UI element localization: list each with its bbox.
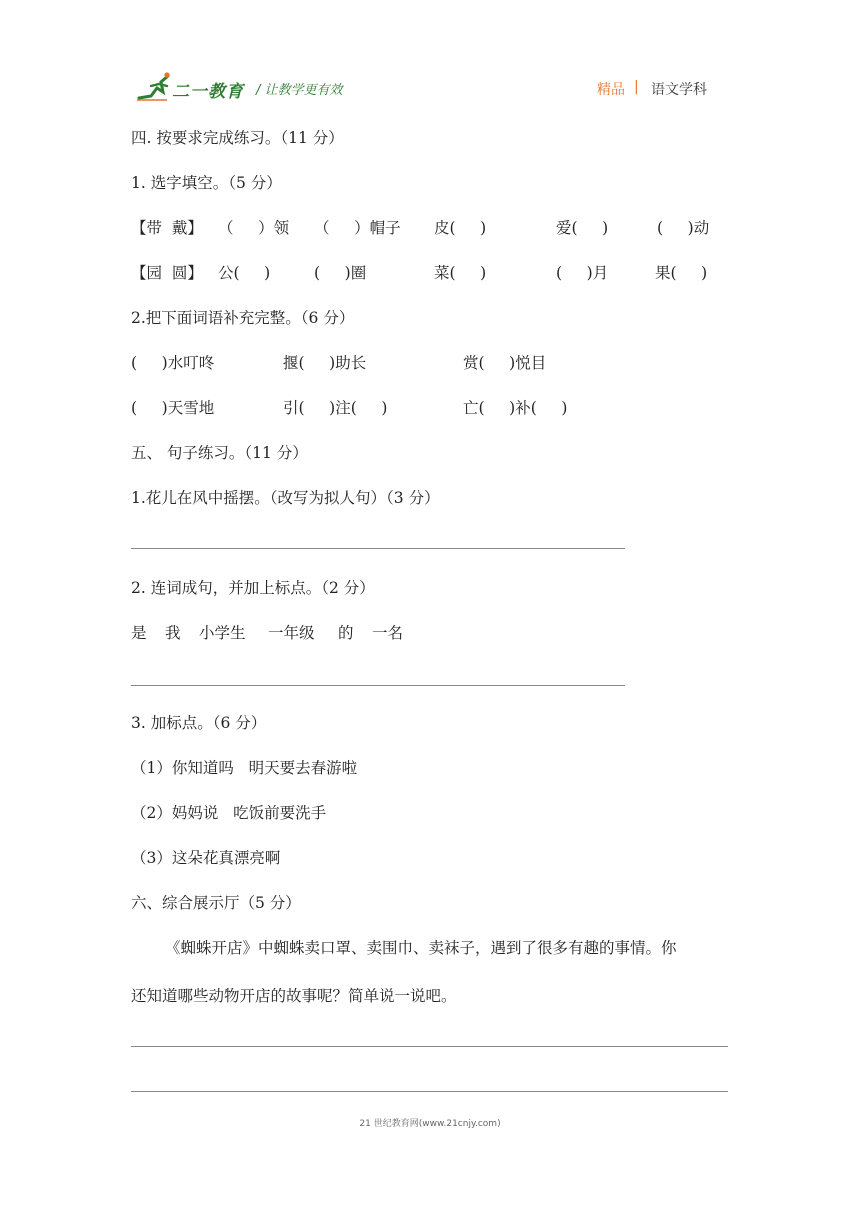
- idiom-blank: 揠( )助长: [283, 354, 367, 372]
- punctuation-item: （3）这朵花真漂亮啊: [131, 849, 281, 867]
- logo-slogan: / 让教学更有效: [256, 83, 343, 98]
- idiom-blank: 亡( )补( ): [463, 399, 568, 417]
- section-6-title: 六、综合展示厅（5 分）: [131, 894, 301, 912]
- section-6-paragraph-line-1: 《蜘蛛开店》中蜘蛛卖口罩、卖围巾、卖袜子，遇到了很多有趣的事情。你: [165, 939, 677, 957]
- answer-line[interactable]: [131, 1046, 728, 1047]
- idiom-blank: 赏( )悦目: [463, 354, 547, 372]
- word-card: 的: [338, 624, 354, 642]
- word-card: 我: [165, 624, 181, 642]
- header-separator: |: [634, 79, 639, 95]
- word-card: 一名: [372, 624, 404, 642]
- section-5-question-2: 2. 连词成句，并加上标点。（2 分）: [131, 579, 375, 597]
- question-2-title: 2.把下面词语补充完整。（6 分）: [131, 309, 355, 327]
- fill-blank: 果( ): [655, 264, 708, 282]
- fill-blank: （ ）帽子: [314, 219, 401, 237]
- section-5-question-1: 1.花儿在风中摇摆。（改写为拟人句）（3 分）: [131, 489, 440, 507]
- section-5-title: 五、 句子练习。（11 分）: [131, 444, 308, 462]
- fill-blank: ( )圈: [314, 264, 367, 282]
- word-card: 是: [131, 624, 147, 642]
- punctuation-item: （1）你知道吗 明天要去春游啦: [131, 759, 358, 777]
- idiom-blank: ( )水叮咚: [131, 354, 215, 372]
- fill-blank: （ ）领: [218, 219, 290, 237]
- char-pair-label: 【园 圆】: [131, 264, 203, 282]
- fill-blank: 爱( ): [556, 219, 609, 237]
- runner-logo-icon: [137, 72, 173, 102]
- answer-line[interactable]: [131, 1091, 728, 1092]
- answer-line[interactable]: [131, 685, 625, 686]
- section-6-paragraph-line-2: 还知道哪些动物开店的故事呢？简单说一说吧。: [131, 987, 457, 1005]
- punctuation-item: （2）妈妈说 吃饭前要洗手: [131, 804, 327, 822]
- fill-blank: ( )动: [657, 219, 710, 237]
- question-1-title: 1. 选字填空。（5 分）: [131, 174, 282, 192]
- section-4-title: 四. 按要求完成练习。（11 分）: [131, 129, 344, 147]
- logo-name: 二一教育: [172, 82, 244, 102]
- fill-blank: 皮( ): [434, 219, 487, 237]
- tag-jingpin: 精品: [597, 82, 625, 98]
- idiom-blank: ( )天雪地: [131, 399, 215, 417]
- char-pair-label: 【带 戴】: [131, 219, 203, 237]
- word-card: 一年级: [268, 624, 315, 642]
- fill-blank: 菜( ): [434, 264, 487, 282]
- fill-blank: ( )月: [556, 264, 609, 282]
- word-card: 小学生: [199, 624, 246, 642]
- fill-blank: 公( ): [218, 264, 271, 282]
- answer-line[interactable]: [131, 548, 625, 549]
- idiom-blank: 引( )注( ): [283, 399, 388, 417]
- subject-label: 语文学科: [651, 82, 707, 98]
- section-5-question-3: 3. 加标点。（6 分）: [131, 714, 267, 732]
- footer-source: 21 世纪教育网(www.21cnjy.com): [359, 1119, 501, 1129]
